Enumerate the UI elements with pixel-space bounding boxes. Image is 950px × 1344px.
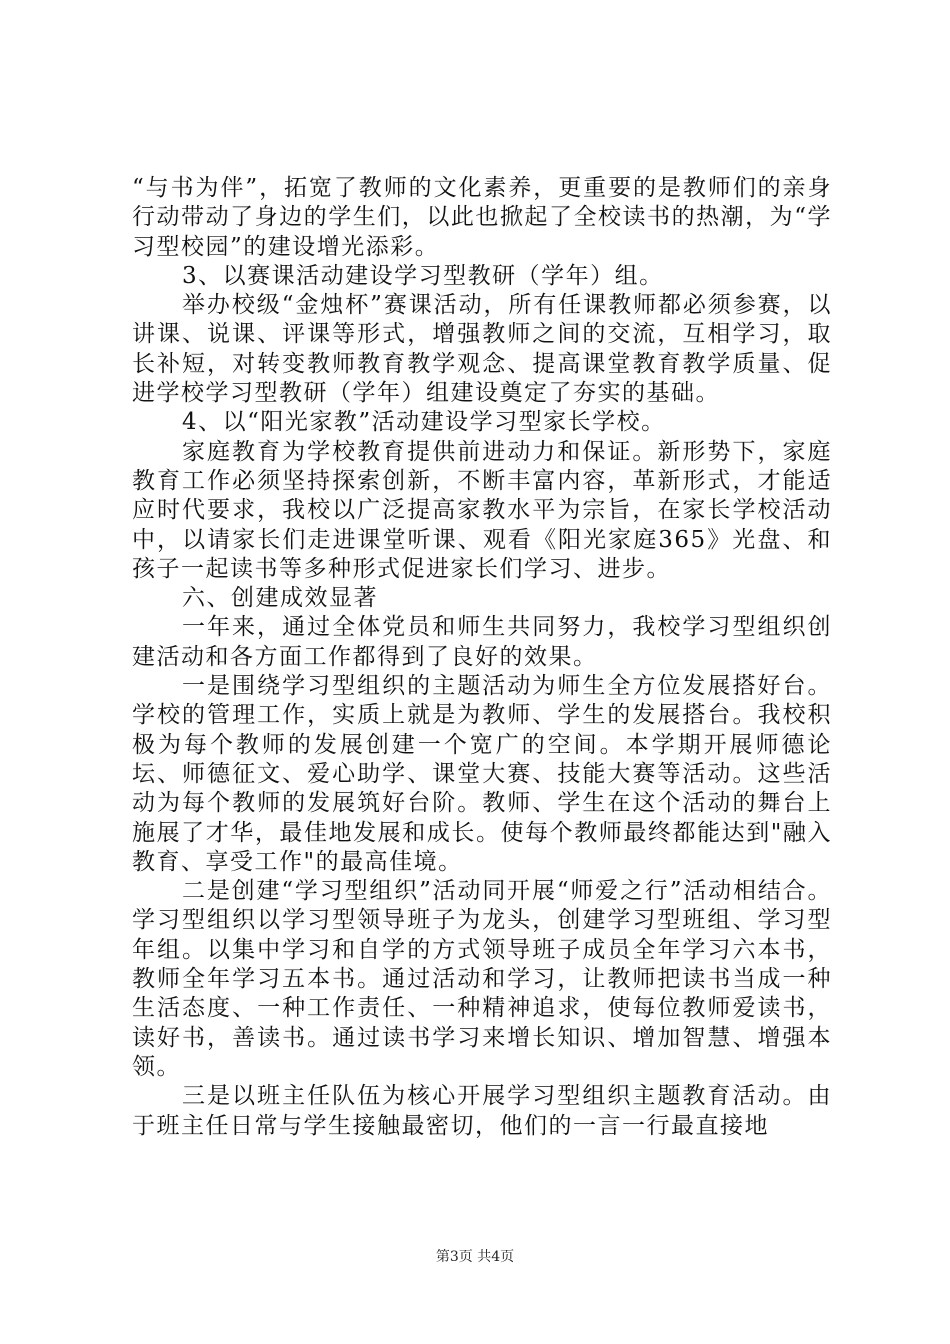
section-heading: 4、以“阳光家教”活动建设学习型家长学校。	[182, 409, 666, 436]
paragraph: 三是以班主任队伍为核心开展学习型组织主题教育活动。由于班主任日常与学生接触最密切，他们的一言一行最直接地	[132, 1083, 832, 1139]
paragraph: “与书为伴”，拓宽了教师的文化素养，更重要的是教师们的亲身行动带动了身边的学生们，以此也掀起了全校读书的热潮，为“学习型校园”的建设增光添彩。	[132, 175, 832, 260]
paragraph: 家庭教育为学校教育提供前进动力和保证。新形势下，家庭教育工作必须坚持探索创新，不断丰富内容，革新形式，才能适应时代要求，我校以广泛提高家教水平为宗旨，在家长学校活动中，以请家长们走进课堂听课、观看《阳光家庭365》光盘、和孩子一起读书等多种形式促进家长们学习、进步。	[132, 438, 832, 582]
paragraph: 二是创建“学习型组织”活动同开展“师爱之行”活动相结合。学习型组织以学习型领导班子为龙头，创建学习型班组、学习型年组。以集中学习和自学的方式领导班子成员全年学习六本书，教师全年学习五本书。通过活动和学习，让教师把读书当成一种生活态度、一种工作责任、一种精神追求，使每位教师爱读书，读好书，善读书。通过读书学习来增长知识、增加智慧、增强本领。	[132, 878, 832, 1080]
body-text	[132, 174, 832, 1141]
section-heading: 六、创建成效显著	[182, 585, 378, 612]
paragraph: 举办校级“金烛杯”赛课活动，所有任课教师都必须参赛，以讲课、说课、评课等形式，增强教师之间的交流，互相学习，取长补短，对转变教师教育教学观念、提高课堂教育教学质量、促进学校学习型教研（学年）组建设奠定了夯实的基础。	[132, 292, 832, 407]
paragraph: 一是围绕学习型组织的主题活动为师生全方位发展搭好台。学校的管理工作，实质上就是为教师、学生的发展搭台。我校积极为每个教师的发展创建一个宽广的空间。本学期开展师德论坛、师德征文、爱心助学、课堂大赛、技能大赛等活动。这些活动为每个教师的发展筑好台阶。教师、学生在这个活动的舞台上施展了才华，最佳地发展和成长。使每个教师最终都能达到"融入教育、享受工作"的最高佳境。	[132, 673, 832, 875]
paragraph: 一年来，通过全体党员和师生共同努力，我校学习型组织创建活动和各方面工作都得到了良好的效果。	[132, 614, 832, 670]
page-number-footer: 第3页 共4页	[435, 1249, 515, 1265]
section-heading: 3、以赛课活动建设学习型教研（学年）组。	[182, 262, 664, 289]
